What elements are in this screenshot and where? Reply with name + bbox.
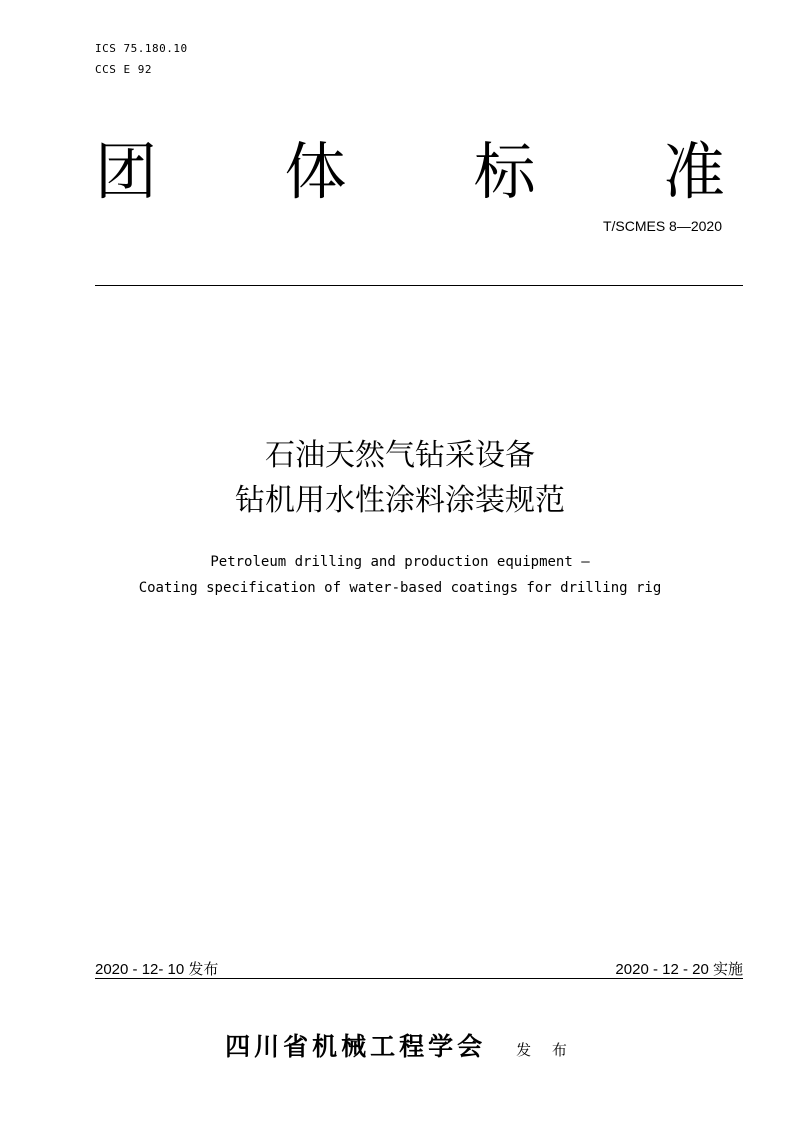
standard-code: T/SCMES 8—2020 <box>602 218 722 234</box>
title-cn-line-1: 石油天然气钻采设备 <box>265 438 535 473</box>
publisher-name: 四川省机械工程学会 <box>225 1032 487 1061</box>
standard-kind-char: 准 <box>662 135 725 208</box>
standard-kind-heading <box>95 132 725 212</box>
title-cn-line-2: 钻机用水性涂料涂装规范 <box>235 483 565 518</box>
publish-label: 发 布 <box>516 1041 575 1059</box>
standard-kind-char: 团 <box>95 135 158 208</box>
issue-date: 2020 - 12- 10 发布 <box>95 961 219 978</box>
implementation-date: 2020 - 12 - 20 实施 <box>615 961 743 978</box>
ccs-code: CCS E 92 <box>95 63 152 76</box>
standard-kind-char: 体 <box>284 135 347 208</box>
standard-kind-char: 标 <box>473 135 536 208</box>
ics-code: ICS 75.180.10 <box>95 42 188 55</box>
publisher-line <box>0 1027 800 1063</box>
title-en-line-1: Petroleum drilling and production equipment — <box>210 554 590 570</box>
title-en-line-2: Coating specification of water-based coatings for drilling rig <box>138 580 662 596</box>
header-divider <box>95 285 743 286</box>
footer-divider <box>95 978 743 979</box>
